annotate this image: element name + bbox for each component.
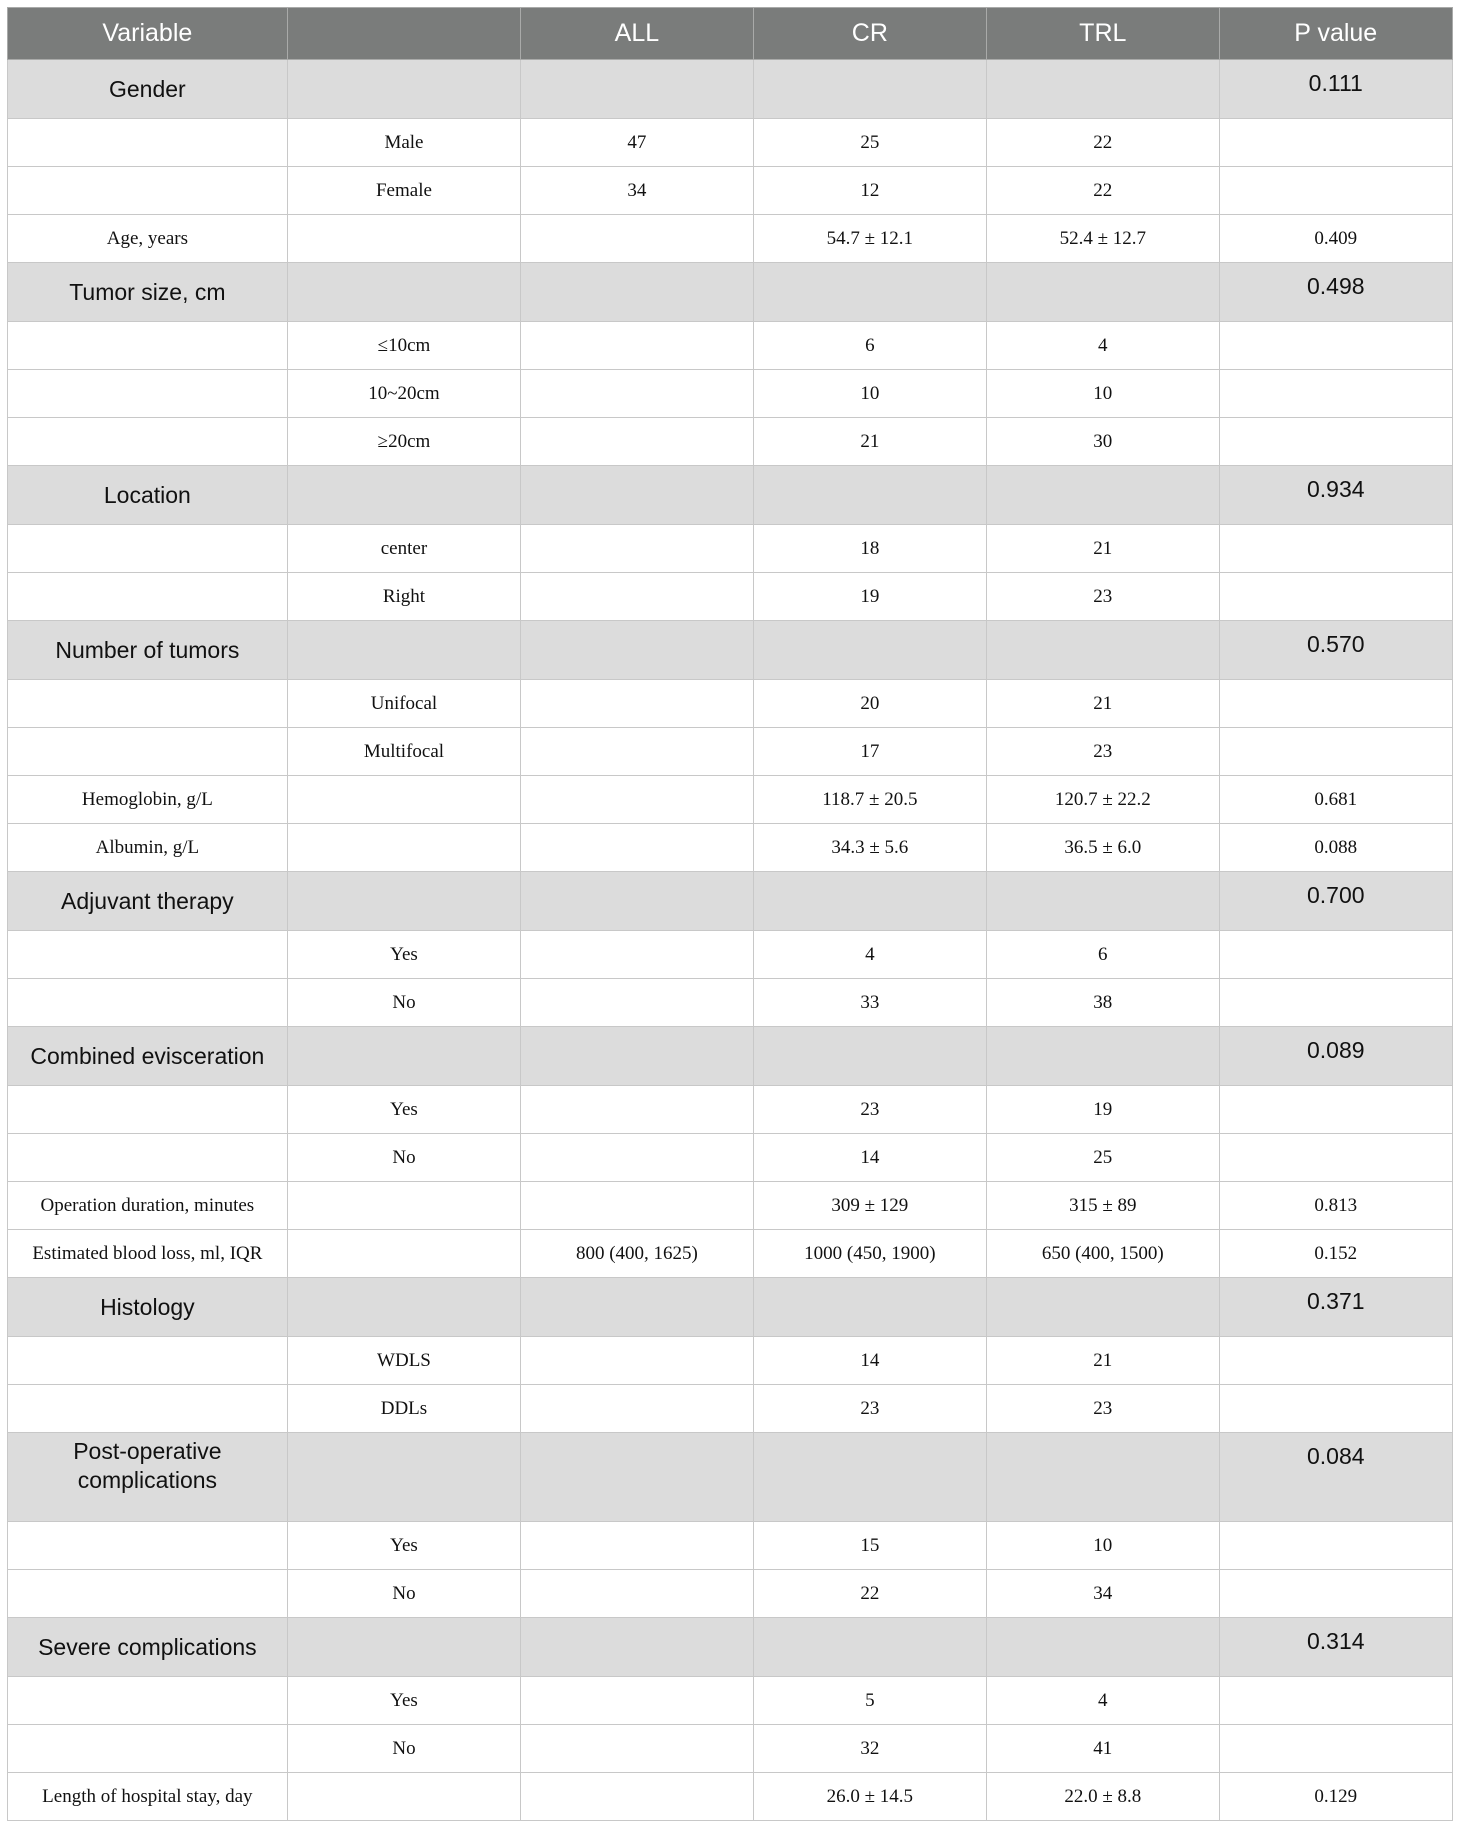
table-row-hospital-stay — [8, 1773, 1453, 1821]
trl-value: 30 — [987, 418, 1219, 466]
table-row — [8, 573, 1453, 621]
trl-value: 650 (400, 1500) — [987, 1230, 1219, 1278]
cr-value: 32 — [753, 1725, 986, 1773]
table-row — [8, 979, 1453, 1027]
header-all: ALL — [521, 8, 753, 60]
p-value: 0.089 — [1219, 1027, 1452, 1086]
cr-value: 21 — [753, 418, 986, 466]
table-row — [8, 1725, 1453, 1773]
trl-value: 19 — [987, 1086, 1219, 1134]
subcategory-label: Unifocal — [287, 680, 520, 728]
table-row — [8, 680, 1453, 728]
table-row — [8, 1134, 1453, 1182]
trl-value: 21 — [987, 680, 1219, 728]
table-row — [8, 1086, 1453, 1134]
header-cr: CR — [753, 8, 986, 60]
subcategory-label: Female — [287, 167, 520, 215]
trl-value: 10 — [987, 1522, 1219, 1570]
variable-label: Estimated blood loss, ml, IQR — [8, 1230, 288, 1278]
p-value: 0.152 — [1219, 1230, 1452, 1278]
category-row-adjuvant-therapy — [8, 872, 1453, 931]
category-label: Location — [8, 466, 288, 525]
table-row — [8, 1385, 1453, 1433]
cr-value: 25 — [753, 119, 986, 167]
subcategory-label: No — [287, 979, 520, 1027]
subcategory-label: center — [287, 525, 520, 573]
cr-value: 5 — [753, 1677, 986, 1725]
category-label: Tumor size, cm — [8, 263, 288, 322]
trl-value: 23 — [987, 1385, 1219, 1433]
header-p-value: P value — [1219, 8, 1452, 60]
cr-value: 15 — [753, 1522, 986, 1570]
subcategory-label: 10~20cm — [287, 370, 520, 418]
trl-value: 36.5 ± 6.0 — [987, 824, 1219, 872]
table-row-hemoglobin — [8, 776, 1453, 824]
table-row — [8, 1677, 1453, 1725]
header-variable: Variable — [8, 8, 288, 60]
trl-value: 21 — [987, 1337, 1219, 1385]
subcategory-label: No — [287, 1570, 520, 1618]
all-value: 34 — [521, 167, 753, 215]
p-value: 0.409 — [1219, 215, 1452, 263]
category-label — [8, 1433, 288, 1522]
category-row-combined-evisceration — [8, 1027, 1453, 1086]
table-row — [8, 119, 1453, 167]
table-row — [8, 931, 1453, 979]
trl-value: 120.7 ± 22.2 — [987, 776, 1219, 824]
cr-value: 17 — [753, 728, 986, 776]
table-row — [8, 370, 1453, 418]
p-value: 0.813 — [1219, 1182, 1452, 1230]
variable-label: Hemoglobin, g/L — [8, 776, 288, 824]
subcategory-label: DDLs — [287, 1385, 520, 1433]
trl-value: 21 — [987, 525, 1219, 573]
trl-value: 25 — [987, 1134, 1219, 1182]
subcategory-label: ≤10cm — [287, 322, 520, 370]
category-row-location — [8, 466, 1453, 525]
p-value: 0.681 — [1219, 776, 1452, 824]
cr-value: 14 — [753, 1337, 986, 1385]
table-body — [8, 60, 1453, 1821]
cr-value: 23 — [753, 1385, 986, 1433]
subcategory-label: Multifocal — [287, 728, 520, 776]
category-row-severe-complications — [8, 1618, 1453, 1677]
cr-value: 20 — [753, 680, 986, 728]
trl-value: 34 — [987, 1570, 1219, 1618]
trl-value: 4 — [987, 322, 1219, 370]
table-container — [7, 7, 1453, 1821]
table-row-blood-loss — [8, 1230, 1453, 1278]
table-row — [8, 322, 1453, 370]
table-row — [8, 1570, 1453, 1618]
cr-value: 22 — [753, 1570, 986, 1618]
category-label: Histology — [8, 1278, 288, 1337]
cr-value: 10 — [753, 370, 986, 418]
p-value: 0.498 — [1219, 263, 1452, 322]
category-label: Severe complications — [8, 1618, 288, 1677]
trl-value: 22.0 ± 8.8 — [987, 1773, 1219, 1821]
subcategory-label: Yes — [287, 931, 520, 979]
variable-label: Age, years — [8, 215, 288, 263]
trl-value: 23 — [987, 573, 1219, 621]
cr-value: 4 — [753, 931, 986, 979]
header-trl: TRL — [987, 8, 1219, 60]
table-row — [8, 418, 1453, 466]
cr-value: 118.7 ± 20.5 — [753, 776, 986, 824]
cr-value: 18 — [753, 525, 986, 573]
cr-value: 33 — [753, 979, 986, 1027]
header-subcategory — [287, 8, 520, 60]
cr-value: 26.0 ± 14.5 — [753, 1773, 986, 1821]
category-row-gender — [8, 60, 1453, 119]
table-row — [8, 525, 1453, 573]
p-value: 0.700 — [1219, 872, 1452, 931]
cr-value: 54.7 ± 12.1 — [753, 215, 986, 263]
subcategory-label: No — [287, 1134, 520, 1182]
trl-value: 22 — [987, 119, 1219, 167]
subcategory-label: Yes — [287, 1677, 520, 1725]
cr-value: 19 — [753, 573, 986, 621]
p-value: 0.314 — [1219, 1618, 1452, 1677]
p-value: 0.129 — [1219, 1773, 1452, 1821]
subcategory-label: Right — [287, 573, 520, 621]
category-label-line2: complications — [77, 1467, 218, 1493]
subcategory-label: Male — [287, 119, 520, 167]
category-label: Combined evisceration — [8, 1027, 288, 1086]
header-row — [8, 8, 1453, 60]
all-value: 800 (400, 1625) — [521, 1230, 753, 1278]
p-value: 0.088 — [1219, 824, 1452, 872]
trl-value: 4 — [987, 1677, 1219, 1725]
p-value: 0.570 — [1219, 621, 1452, 680]
trl-value: 10 — [987, 370, 1219, 418]
category-row-postop-complications — [8, 1433, 1453, 1522]
cr-value: 6 — [753, 322, 986, 370]
trl-value: 22 — [987, 167, 1219, 215]
category-label: Adjuvant therapy — [8, 872, 288, 931]
table-row — [8, 1337, 1453, 1385]
cr-value: 12 — [753, 167, 986, 215]
trl-value: 52.4 ± 12.7 — [987, 215, 1219, 263]
category-label: Number of tumors — [8, 621, 288, 680]
category-row-tumor-size — [8, 263, 1453, 322]
subcategory-label: WDLS — [287, 1337, 520, 1385]
cr-value: 1000 (450, 1900) — [753, 1230, 986, 1278]
table-row-operation-duration — [8, 1182, 1453, 1230]
category-label-line1: Post-operative — [73, 1438, 222, 1464]
subcategory-label: Yes — [287, 1522, 520, 1570]
table-row — [8, 728, 1453, 776]
trl-value: 315 ± 89 — [987, 1182, 1219, 1230]
category-row-histology — [8, 1278, 1453, 1337]
variable-label: Albumin, g/L — [8, 824, 288, 872]
cr-value: 23 — [753, 1086, 986, 1134]
trl-value: 23 — [987, 728, 1219, 776]
p-value: 0.084 — [1219, 1433, 1452, 1522]
subcategory-label: No — [287, 1725, 520, 1773]
trl-value: 41 — [987, 1725, 1219, 1773]
variable-label: Operation duration, minutes — [8, 1182, 288, 1230]
all-value: 47 — [521, 119, 753, 167]
variable-label: Length of hospital stay, day — [8, 1773, 288, 1821]
p-value: 0.371 — [1219, 1278, 1452, 1337]
subcategory-label: ≥20cm — [287, 418, 520, 466]
trl-value: 6 — [987, 931, 1219, 979]
trl-value: 38 — [987, 979, 1219, 1027]
category-label: Gender — [8, 60, 288, 119]
table-header — [8, 8, 1453, 60]
p-value: 0.934 — [1219, 466, 1452, 525]
subcategory-label: Yes — [287, 1086, 520, 1134]
comparison-table — [7, 7, 1453, 1821]
cr-value: 309 ± 129 — [753, 1182, 986, 1230]
p-value: 0.111 — [1219, 60, 1452, 119]
table-row — [8, 167, 1453, 215]
table-row — [8, 1522, 1453, 1570]
table-row-age — [8, 215, 1453, 263]
cr-value: 34.3 ± 5.6 — [753, 824, 986, 872]
table-row-albumin — [8, 824, 1453, 872]
cr-value: 14 — [753, 1134, 986, 1182]
category-row-number-of-tumors — [8, 621, 1453, 680]
